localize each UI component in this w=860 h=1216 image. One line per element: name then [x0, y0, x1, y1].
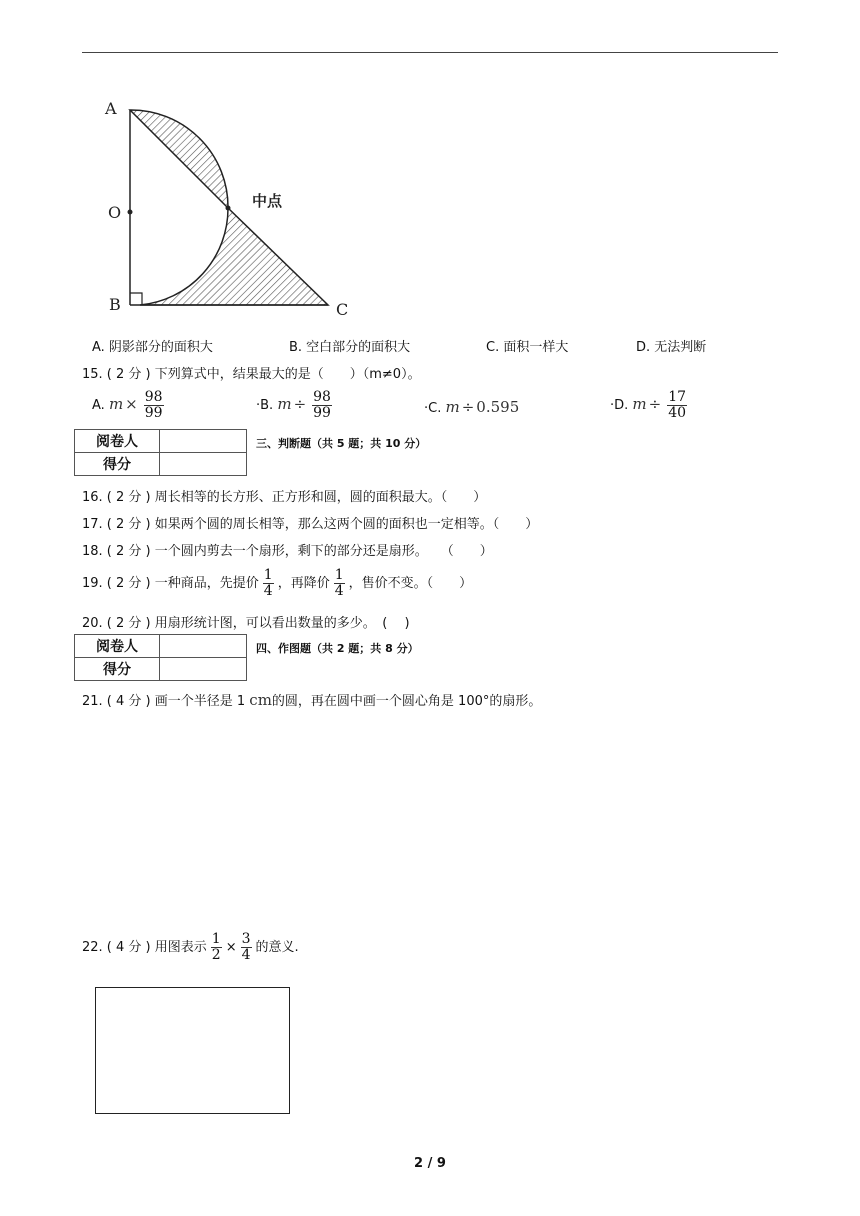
section3-title: 三、判断题（共 5 题；共 10 分）	[256, 437, 427, 450]
q21-text	[82, 690, 541, 709]
variable-m: m	[445, 398, 460, 416]
label-o: O	[108, 203, 122, 222]
q15-option-b	[256, 390, 336, 421]
denominator: 99	[144, 405, 163, 421]
q22-part1: 22. ( 4 分 ) 用图表示	[82, 940, 207, 955]
score-table-section3	[74, 429, 247, 476]
reviewer-cell	[160, 635, 247, 658]
q14-option-b: B. 空白部分的面积大	[289, 340, 411, 355]
option-label: A.	[92, 398, 105, 413]
score-cell	[160, 658, 247, 681]
reviewer-cell	[160, 430, 247, 453]
option-label: ·D.	[610, 398, 629, 413]
q15-option-c	[424, 398, 519, 416]
page-number: 2 / 9	[414, 1156, 446, 1171]
option-label: ·C.	[424, 401, 442, 416]
q19-part1: 19. ( 2 分 ) 一种商品，先提价	[82, 576, 259, 591]
denominator: 4	[241, 947, 251, 963]
q22-text	[82, 932, 299, 963]
q21-part2: 的圆，再在圆中画一个圆心角是 100°的扇形。	[271, 694, 542, 709]
numerator: 1	[211, 931, 221, 947]
q15-option-a	[92, 390, 168, 421]
denominator: 40	[668, 405, 687, 421]
reviewer-label: 阅卷人	[75, 635, 160, 658]
times-sign: ×	[125, 395, 138, 413]
numerator: 98	[144, 389, 163, 405]
q19-text	[82, 568, 472, 599]
q14-option-a: A. 阴影部分的面积大	[92, 340, 213, 355]
q18-text: 18. ( 2 分 ) 一个圆内剪去一个扇形，剩下的部分还是扇形。 （ ）	[82, 544, 493, 559]
denominator: 99	[313, 405, 331, 421]
times-sign: ×	[225, 940, 237, 955]
fraction	[667, 390, 687, 421]
q15-option-d	[610, 390, 691, 421]
fraction	[312, 390, 332, 421]
label-a: A	[105, 99, 117, 118]
header-rule	[82, 52, 778, 53]
divide-sign: ÷	[648, 395, 662, 413]
q15-stem: 15. ( 2 分 ) 下列算式中，结果最大的是（ ）（m≠0）。	[82, 367, 421, 382]
q14-option-d: D. 无法判断	[636, 340, 707, 355]
score-cell	[160, 453, 247, 476]
fraction	[211, 932, 222, 963]
fraction	[241, 932, 252, 963]
decimal-value: 0.595	[476, 398, 520, 416]
label-c: C	[336, 300, 349, 319]
q20-text: 20. ( 2 分 ) 用扇形统计图，可以看出数量的多少。 ( )	[82, 616, 410, 631]
label-midpoint: 中点	[252, 192, 283, 210]
q16-text: 16. ( 2 分 ) 周长相等的长方形、正方形和圆，圆的面积最大。（ ）	[82, 490, 487, 505]
score-label: 得分	[75, 658, 160, 681]
divide-sign: ÷	[461, 398, 475, 416]
variable-m: m	[277, 395, 292, 413]
score-label: 得分	[75, 453, 160, 476]
q14-option-c: C. 面积一样大	[486, 340, 569, 355]
numerator: 1	[263, 567, 273, 583]
geometry-figure	[100, 90, 370, 320]
variable-m: m	[108, 395, 124, 413]
denominator: 4	[263, 583, 273, 599]
label-b: B	[109, 295, 121, 314]
fraction	[334, 568, 345, 599]
drawing-rectangle	[95, 987, 290, 1114]
numerator: 98	[313, 389, 331, 405]
option-label: ·B.	[256, 398, 274, 413]
reviewer-label: 阅卷人	[75, 430, 160, 453]
divide-sign: ÷	[293, 395, 307, 413]
q19-part3: ，售价不变。（ ）	[348, 576, 473, 591]
denominator: 4	[334, 583, 344, 599]
q22-part2: 的意义.	[255, 940, 299, 955]
unit-cm: cm	[249, 691, 272, 709]
section4-title: 四、作图题（共 2 题；共 8 分）	[256, 642, 419, 655]
fraction	[263, 568, 274, 599]
numerator: 3	[241, 931, 251, 947]
q21-part1: 21. ( 4 分 ) 画一个半径是 1	[82, 694, 250, 709]
numerator: 17	[668, 389, 687, 405]
q17-text: 17. ( 2 分 ) 如果两个圆的周长相等，那么这两个圆的面积也一定相等。（ ）	[82, 517, 539, 532]
score-table-section4	[74, 634, 247, 681]
numerator: 1	[334, 567, 344, 583]
denominator: 2	[211, 947, 221, 963]
q19-part2: ，再降价	[277, 576, 330, 591]
variable-m: m	[632, 395, 647, 413]
fraction	[144, 390, 164, 421]
